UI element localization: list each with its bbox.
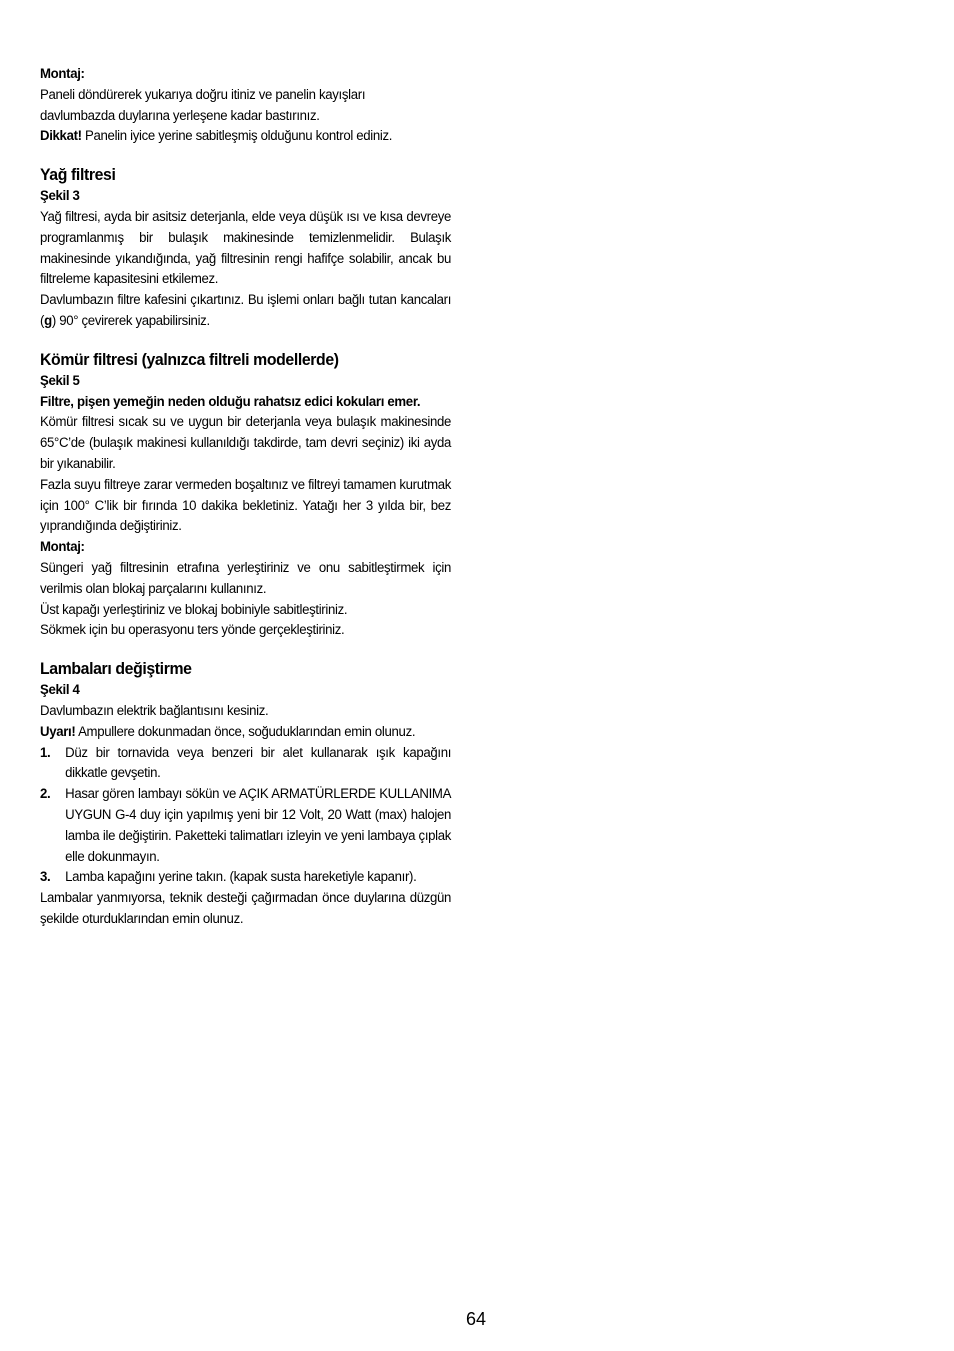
step-text: Hasar gören lambayı sökün ve AÇIK ARMATÜRLERDE KULLANIMA UYGUN G-4 duy için yapılmış yeni bir 12 Volt, 20 Watt (max) halojen lamba ile değiştirin. Paketteki talimatları izleyin ve yeni lambaya çıplak elle dokunmayın.	[65, 786, 452, 865]
yag-p2-part-a: Davlumbazın filtre kafesini çıkartınız. Bu işlemi onları bağlı tutan kancaları (	[40, 292, 452, 329]
page-number: 64	[466, 1309, 487, 1329]
komur-paragraph-1: Kömür filtresi sıcak su ve uygun bir deterjanla veya bulaşık makinesinde 65°C’de (bulaşık makinesi kullanıldığı takdirde, tam devri seçiniz) iki ayda bir yıkanabilir.	[40, 414, 452, 472]
uyari-paragraph	[40, 722, 451, 743]
yag-figure: Şekil 3	[40, 188, 80, 205]
dikkat-text: Panelin iyice yerine sabitleşmiş olduğunu kontrol ediniz.	[81, 128, 393, 145]
dikkat-paragraph	[40, 126, 407, 147]
step-number: 2.	[40, 786, 51, 803]
uyari-label: Uyarı!	[40, 723, 76, 740]
lamba-paragraph-1: Davlumbazın elektrik bağlantısını kesiniz.	[40, 702, 269, 719]
step-number: 1.	[40, 744, 51, 761]
komur-paragraph-3: Süngeri yağ filtresinin etrafına yerleştiriniz ve onu sabitleştirmek için verilmis olan blokaj parçalarını kullanınız.	[40, 559, 452, 597]
lamba-heading: Lambaları değiştirme	[40, 659, 192, 679]
lamba-steps-list	[40, 743, 451, 889]
yag-p2-part-b: ) 90° çevirerek yapabilirsiniz.	[51, 312, 210, 329]
yag-paragraph-1: Yağ filtresi, ayda bir asitsiz deterjanla, elde veya düşük ısı ve kısa devreye programlanmış bir bulaşık makinesinde temizlenmelidir. Bulaşık makinesinde yıkandığında, yağ filtresinin rengi hafifçe solabilir, ancak bu filtreleme kapasitesini etkilemez.	[40, 208, 452, 288]
list-item	[40, 743, 451, 785]
komur-paragraph-4: Üst kapağı yerleştiriniz ve blokaj bobiniyle sabitleştiriniz.	[40, 601, 348, 618]
list-item	[40, 867, 451, 888]
yag-p2-g: g	[44, 312, 52, 329]
uyari-text: Ampullere dokunmadan önce, soğuduklarından emin olunuz.	[75, 723, 416, 740]
komur-paragraph-5: Sökmek için bu operasyonu ters yönde gerçekleştiriniz.	[40, 622, 345, 639]
step-text: Lamba kapağını yerine takın. (kapak susta hareketiyle kapanır).	[65, 869, 417, 886]
komur-figure: Şekil 5	[40, 372, 80, 389]
main-column	[40, 64, 451, 930]
yag-paragraph-2	[40, 290, 451, 332]
step-text: Düz bir tornavida veya benzeri bir alet kullanarak ışık kapağını dikkatle gevşetin.	[65, 744, 452, 782]
dikkat-label: Dikkat!	[40, 128, 82, 145]
list-item	[40, 784, 451, 867]
montaj-label: Montaj:	[40, 66, 85, 82]
komur-bold-intro: Filtre, pişen yemeğin neden olduğu rahatsız edici kokuları emer.	[40, 393, 421, 410]
komur-paragraph-2: Fazla suyu filtreye zarar vermeden boşaltınız ve filtreyi tamamen kurutmak için 100° C’lik bir fırında 10 dakika bekletiniz. Yatağı her 3 yılda bir, bez yıprandığında değiştiriniz.	[40, 476, 452, 535]
lamba-closing: Lambalar yanmıyorsa, teknik desteği çağırmadan önce duylarına düzgün şekilde oturduklarından emin olunuz.	[40, 890, 452, 927]
komur-montaj-label: Montaj:	[40, 539, 85, 556]
lamba-figure: Şekil 4	[40, 682, 80, 699]
komur-heading: Kömür filtresi (yalnızca filtreli modellerde)	[40, 349, 339, 369]
yag-heading: Yağ filtresi	[40, 165, 116, 185]
step-number: 3.	[40, 869, 51, 886]
montaj-text: Paneli döndürerek yukarıya doğru itiniz ve panelin kayışları davlumbazda duylarına yerleşene kadar bastırınız.	[40, 86, 366, 124]
